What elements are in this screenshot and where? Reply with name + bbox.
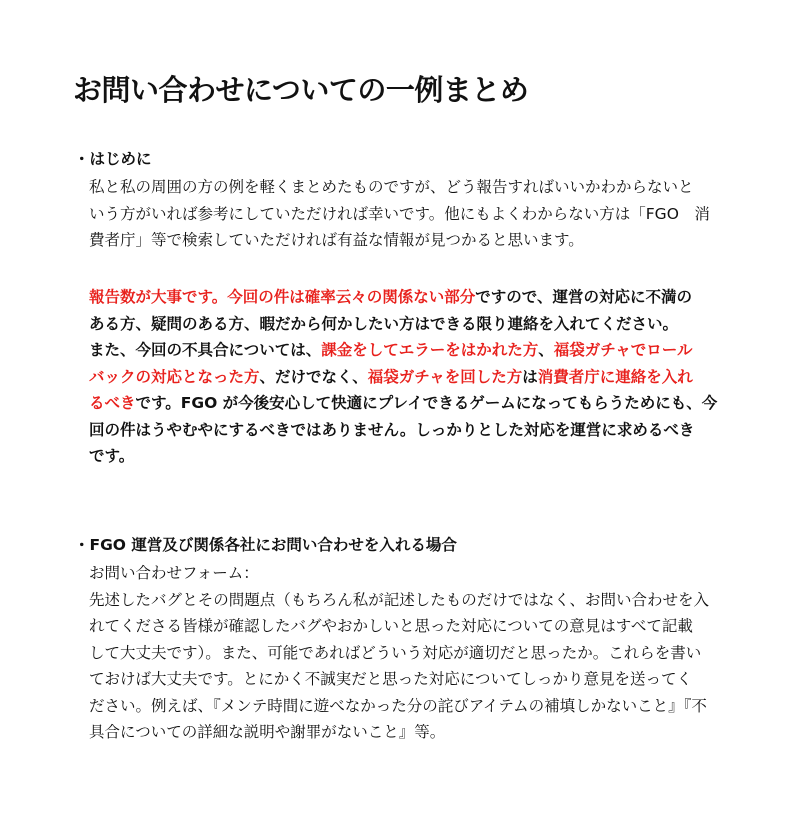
- paragraph-line: です。: [89, 447, 135, 465]
- body-text: は: [522, 367, 538, 386]
- intro-paragraph: [89, 174, 729, 254]
- paragraph-line: ておけば大丈夫です。とにかく不誠実だと思った対応についてしっかり意見を送ってく: [89, 670, 692, 688]
- paragraph-line: [89, 390, 729, 417]
- paragraph-line: 私と私の周囲の方の例を軽くまとめたものですが、どう報告すればいいかわからないと: [89, 178, 694, 196]
- paragraph-line: 費者庁」等で検索していただければ有益な情報が見つかると思います。: [89, 231, 584, 249]
- paragraph-line: して大丈夫です）。また、可能であればどういう対応が適切だと思ったか。これらを書い: [89, 643, 702, 662]
- red-highlight-text: 福袋ガチャでロール: [553, 341, 693, 359]
- paragraph-line: ある方、疑問のある方、暇だから何かしたい方はできる限り連絡を入れてください。: [89, 314, 679, 333]
- red-highlight-text: 課金をしてエラーをはかれた方: [321, 341, 539, 359]
- paragraph-line: 先述したバグとその問題点（もちろん私が記述したものだけではなく、お問い合わせを入: [89, 590, 710, 609]
- paragraph-line: [89, 337, 729, 364]
- body-text: ですので、運営の対応に不満の: [475, 288, 692, 306]
- red-highlight-text: 消費者庁に連絡を入れ: [537, 367, 693, 386]
- paragraph-line: いう方がいれば参考にしていただければ幸いです。他にもよくわからない方は「FGO 消: [89, 204, 710, 223]
- paragraph-line: ださい。例えば、『メンテ時間に遊べなかった分の詫びアイテムの補填しかないこと』『不: [89, 696, 707, 715]
- paragraph-line: お問い合わせフォーム：: [89, 564, 259, 582]
- page-title: お問い合わせについての一例まとめ: [73, 73, 529, 107]
- body-text: 、だけでなく、: [259, 367, 368, 386]
- red-highlight-text: バックの対応となった方: [89, 367, 260, 386]
- paragraph-line: れてくださる皆様が確認したバグやおかしいと思った対応についての意見はすべて記載: [89, 617, 693, 635]
- red-highlight-text: 報告数が大事です。今回の件は確率云々の関係ない部分: [89, 288, 476, 306]
- body-text: また、今回の不具合については、: [89, 341, 322, 359]
- paragraph-line: [89, 284, 729, 311]
- body-text: です。FGO が今後安心して快適にプレイできるゲームになってもらうためにも、今: [135, 394, 718, 412]
- red-highlight-text: 福袋ガチャを回した方: [367, 367, 523, 386]
- paragraph-line: 具合についての詳細な説明や謝罪がないこと』等。: [89, 723, 446, 741]
- emphasis-paragraph: [89, 284, 729, 470]
- contact-paragraph: [89, 560, 729, 746]
- paragraph-line: [89, 364, 729, 391]
- paragraph-line: 回の件はうやむやにするべきではありません。しっかりとした対応を運営に求めるべき: [89, 420, 695, 439]
- section-heading-contact: ・FGO 運営及び関係各社にお問い合わせを入れる場合: [74, 536, 457, 554]
- section-heading-intro: ・はじめに: [74, 150, 152, 168]
- red-highlight-text: るべき: [89, 394, 136, 412]
- body-text: 、: [538, 341, 554, 359]
